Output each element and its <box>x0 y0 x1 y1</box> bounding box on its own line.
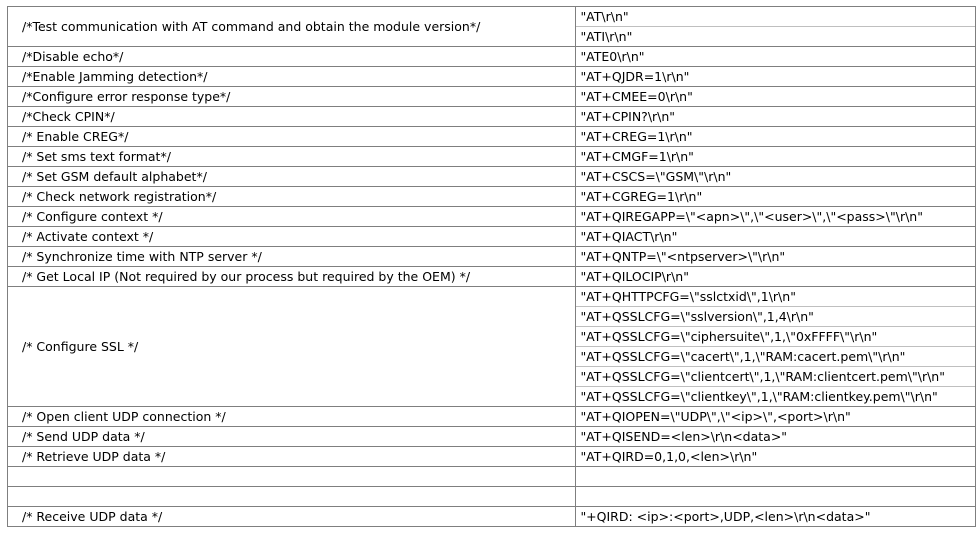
description-cell[interactable]: /* Open client UDP connection */ <box>8 407 576 427</box>
description-cell[interactable]: /* Set GSM default alphabet*/ <box>8 167 576 187</box>
description-cell[interactable]: /* Check network registration*/ <box>8 187 576 207</box>
command-cell[interactable]: "AT+QILOCIP\r\n" <box>576 267 976 287</box>
table-row <box>8 167 976 187</box>
command-line: "AT+QSSLCFG=\"ciphersuite\",1,\"0xFFFF\"\r\n" <box>576 327 975 347</box>
description-cell[interactable]: /*Configure error response type*/ <box>8 87 576 107</box>
table-row <box>8 47 976 67</box>
description-cell[interactable]: /* Configure SSL */ <box>8 287 576 407</box>
command-cell[interactable]: "+QIRD: <ip>:<port>,UDP,<len>\r\n<data>" <box>576 507 976 527</box>
command-cell[interactable]: "AT+CPIN?\r\n" <box>576 107 976 127</box>
table-row <box>8 247 976 267</box>
command-cell[interactable]: "AT+QIOPEN=\"UDP\",\"<ip>\",<port>\r\n" <box>576 407 976 427</box>
description-cell[interactable] <box>8 487 576 507</box>
command-cell[interactable]: "ATE0\r\n" <box>576 47 976 67</box>
description-cell[interactable]: /*Enable Jamming detection*/ <box>8 67 576 87</box>
table-row <box>8 107 976 127</box>
table-row <box>8 187 976 207</box>
description-cell[interactable]: /* Synchronize time with NTP server */ <box>8 247 576 267</box>
at-command-table <box>7 6 976 527</box>
command-cell[interactable] <box>576 7 976 47</box>
command-cell[interactable] <box>576 287 976 407</box>
table-row <box>8 67 976 87</box>
description-cell[interactable] <box>8 467 576 487</box>
command-line: "AT\r\n" <box>576 7 975 27</box>
command-cell[interactable]: "AT+QISEND=<len>\r\n<data>" <box>576 427 976 447</box>
command-line: "AT+QSSLCFG=\"clientcert\",1,\"RAM:clientcert.pem\"\r\n" <box>576 367 975 387</box>
table-row <box>8 7 976 47</box>
description-cell[interactable]: /*Disable echo*/ <box>8 47 576 67</box>
table-row <box>8 487 976 507</box>
command-cell[interactable]: "AT+QIACT\r\n" <box>576 227 976 247</box>
table-row <box>8 227 976 247</box>
command-cell[interactable] <box>576 487 976 507</box>
table-row <box>8 207 976 227</box>
description-cell[interactable]: /* Retrieve UDP data */ <box>8 447 576 467</box>
description-cell[interactable]: /* Send UDP data */ <box>8 427 576 447</box>
command-cell[interactable]: "AT+QNTP=\"<ntpserver>\"\r\n" <box>576 247 976 267</box>
table-row <box>8 507 976 527</box>
command-cell[interactable]: "AT+QJDR=1\r\n" <box>576 67 976 87</box>
command-line: "AT+QSSLCFG=\"cacert\",1,\"RAM:cacert.pem\"\r\n" <box>576 347 975 367</box>
description-cell[interactable]: /*Check CPIN*/ <box>8 107 576 127</box>
table-row <box>8 467 976 487</box>
table-row <box>8 267 976 287</box>
table-row <box>8 287 976 407</box>
command-line: "AT+QSSLCFG=\"clientkey\",1,\"RAM:clientkey.pem\"\r\n" <box>580 389 938 404</box>
table-body <box>8 7 976 527</box>
command-line: "ATI\r\n" <box>580 29 633 44</box>
description-cell[interactable]: /*Test communication with AT command and obtain the module version*/ <box>8 7 576 47</box>
table-row <box>8 127 976 147</box>
description-cell[interactable]: /* Configure context */ <box>8 207 576 227</box>
command-cell[interactable]: "AT+CMEE=0\r\n" <box>576 87 976 107</box>
table-row <box>8 147 976 167</box>
table-row <box>8 87 976 107</box>
description-cell[interactable]: /* Activate context */ <box>8 227 576 247</box>
command-line: "AT+QHTTPCFG=\"sslctxid\",1\r\n" <box>576 287 975 307</box>
command-cell[interactable] <box>576 467 976 487</box>
table-row <box>8 407 976 427</box>
table-row <box>8 447 976 467</box>
description-cell[interactable]: /* Receive UDP data */ <box>8 507 576 527</box>
command-cell[interactable]: "AT+CGREG=1\r\n" <box>576 187 976 207</box>
command-cell[interactable]: "AT+QIRD=0,1,0,<len>\r\n" <box>576 447 976 467</box>
table-row <box>8 427 976 447</box>
command-cell[interactable]: "AT+CREG=1\r\n" <box>576 127 976 147</box>
command-cell[interactable]: "AT+CSCS=\"GSM\"\r\n" <box>576 167 976 187</box>
command-cell[interactable]: "AT+CMGF=1\r\n" <box>576 147 976 167</box>
description-cell[interactable]: /* Get Local IP (Not required by our process but required by the OEM) */ <box>8 267 576 287</box>
description-cell[interactable]: /* Enable CREG*/ <box>8 127 576 147</box>
command-line: "AT+QSSLCFG=\"sslversion\",1,4\r\n" <box>576 307 975 327</box>
command-cell[interactable]: "AT+QIREGAPP=\"<apn>\",\"<user>\",\"<pass>\"\r\n" <box>576 207 976 227</box>
description-cell[interactable]: /* Set sms text format*/ <box>8 147 576 167</box>
